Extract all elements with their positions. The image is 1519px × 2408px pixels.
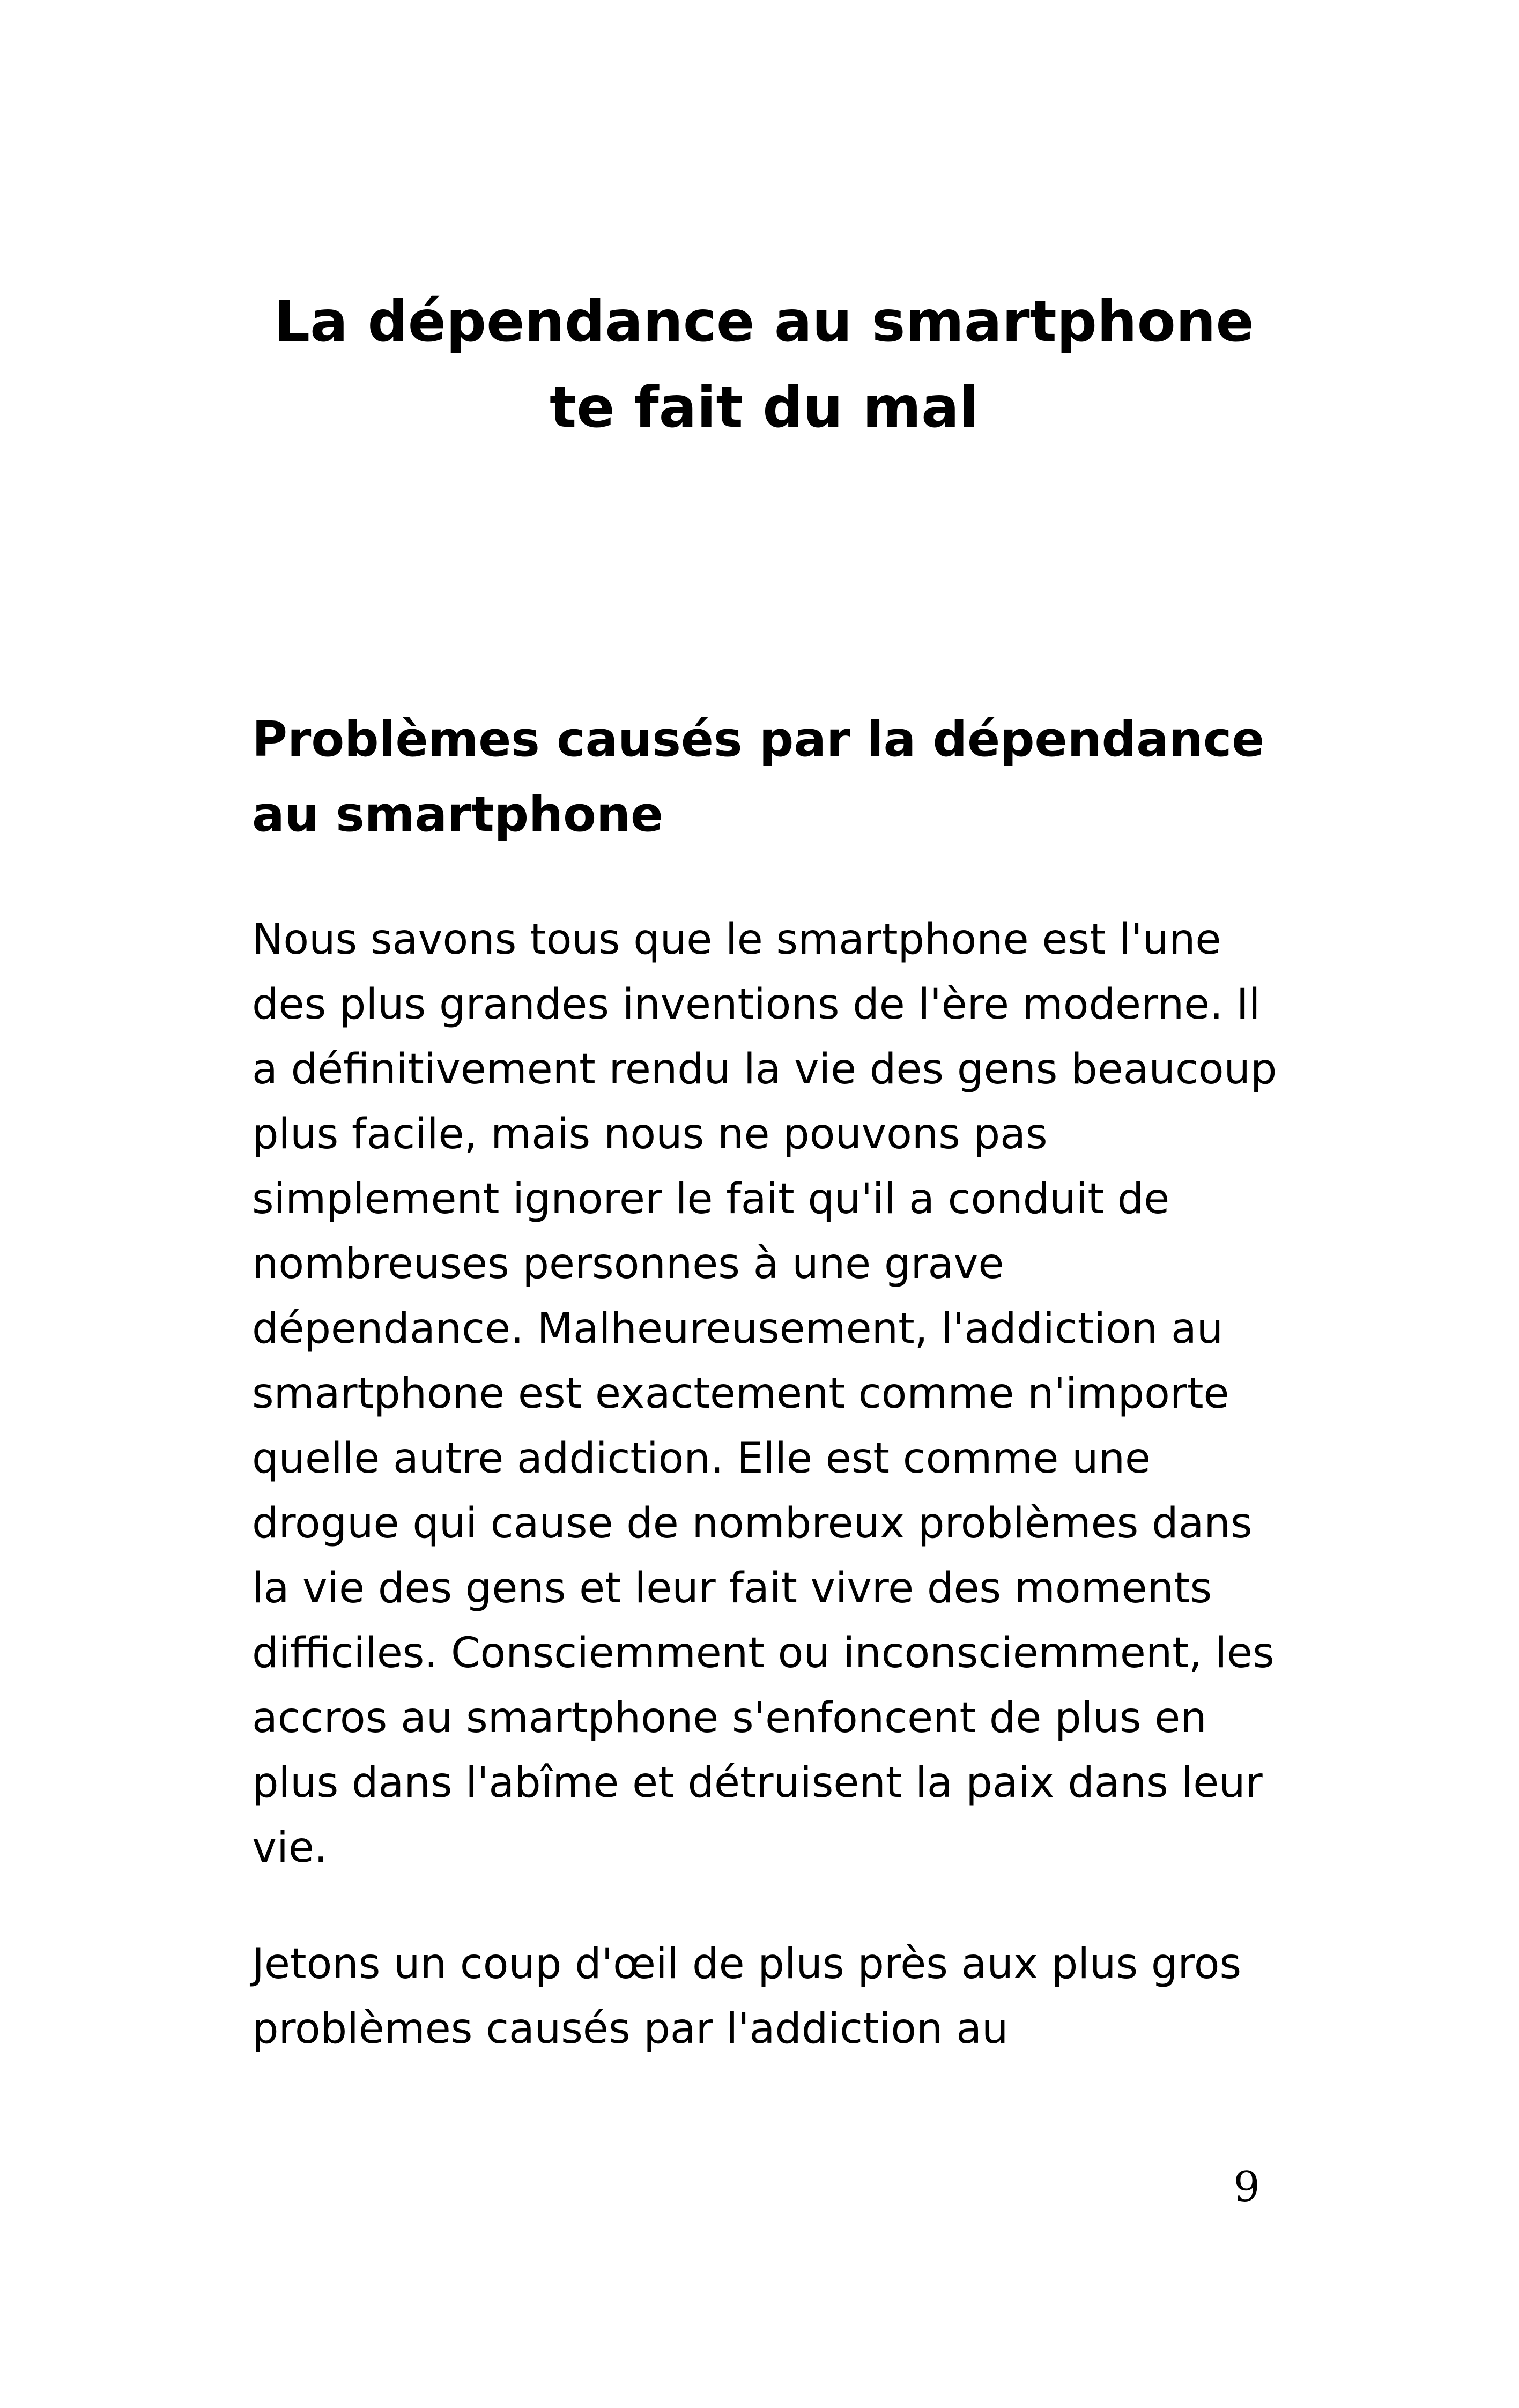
body-paragraph: Jetons un coup d'œil de plus près aux plus gros problèmes causés par l'addiction au	[252, 1940, 1242, 2053]
section-heading: Problèmes causés par la dépendance au smartphone	[252, 711, 1265, 843]
body-paragraph: Nous savons tous que le smartphone est l'une des plus grandes inventions de l'ère moderne. Il a définitivement rendu la vie des gens beaucoup plus facile, mais nous ne pouvons pas simplement ignorer le fait qu'il a conduit de nombreuses personnes à une grave dépendance. Malheureusement, l'addiction au smartphone est exactement comme n'importe quelle autre addiction. Elle est comme une drogue qui cause de nombreux problèmes dans la vie des gens et leur fait vivre des moments difficiles. Consciemment ou inconsciemment, les accros au smartphone s'enfoncent de plus en plus dans l'abîme et détruisent la paix dans leur vie.	[252, 916, 1277, 1872]
page-number: 9	[1233, 2163, 1260, 2211]
chapter-title: La dépendance au smartphone te fait du mal	[274, 289, 1254, 440]
